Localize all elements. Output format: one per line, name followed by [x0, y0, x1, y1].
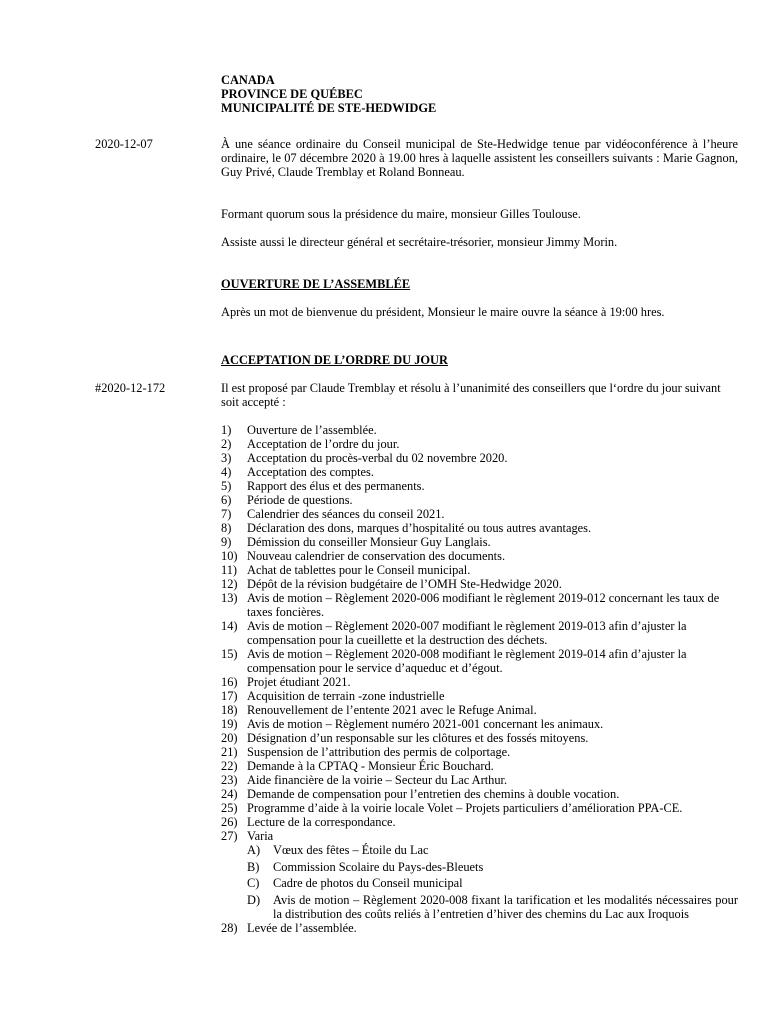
agenda-item-varia — [221, 829, 738, 843]
agenda-item-text: Déclaration des dons, marques d’hospitalité ou tous autres avantages. — [247, 521, 592, 535]
agenda-item — [221, 773, 738, 787]
agenda-item-text: Avis de motion – Règlement 2020-006 modifiant le règlement 2019-012 concernant les taux de taxes foncières. — [247, 591, 720, 619]
varia-list — [221, 843, 738, 921]
agenda-item-number: 2) — [221, 437, 232, 451]
agenda-item — [221, 759, 738, 773]
agenda-item-text: Suspension de l’attribution des permis de colportage. — [247, 745, 511, 759]
agenda-item — [221, 745, 738, 759]
agenda-item-number: 1) — [221, 423, 232, 437]
resolution-number: #2020-12-172 — [95, 381, 166, 395]
header-country: CANADA — [221, 73, 275, 87]
agenda-item — [221, 731, 738, 745]
varia-item — [221, 893, 738, 921]
agenda-item-number: 7) — [221, 507, 232, 521]
varia-item-letter: C) — [247, 876, 260, 890]
agenda-item — [221, 801, 738, 815]
agenda-item — [221, 451, 738, 465]
agenda-item-text: Demande à la CPTAQ - Monsieur Éric Bouchard. — [247, 759, 494, 773]
meeting-intro: À une séance ordinaire du Conseil municipal de Ste-Hedwidge tenue par vidéoconférence à l’heure ordinaire, le 07 décembre 2020 à 19.00 hres à laquelle assistent les conseillers suivants : Marie Gagnon, Guy Privé, Claude Tremblay et Roland Bonneau. — [221, 137, 738, 179]
agenda-item — [221, 591, 738, 619]
agenda-item — [221, 437, 738, 451]
agenda-item-number: 23) — [221, 773, 238, 787]
agenda-item-text: Acceptation du procès-verbal du 02 novembre 2020. — [247, 451, 508, 465]
agenda-item-text: Désignation d’un responsable sur les clôtures et des fossés mitoyens. — [247, 731, 589, 745]
agenda-item — [221, 507, 738, 521]
agenda-item-number: 9) — [221, 535, 232, 549]
agenda-item-text: Achat de tablettes pour le Conseil municipal. — [247, 563, 471, 577]
agenda-item — [221, 703, 738, 717]
agenda-item-text: Ouverture de l’assemblée. — [247, 423, 377, 437]
agenda-item-text: Lecture de la correspondance. — [247, 815, 396, 829]
agenda-item-number: 24) — [221, 787, 238, 801]
document-header — [221, 73, 436, 115]
agenda-item — [221, 815, 738, 829]
agenda-item-number: 25) — [221, 801, 238, 815]
agenda-item-number: 8) — [221, 521, 232, 535]
agenda-item — [221, 479, 738, 493]
agenda-item-number: 26) — [221, 815, 238, 829]
agenda-item-text: Acceptation des comptes. — [247, 465, 374, 479]
agenda-item-text: Avis de motion – Règlement numéro 2021-001 concernant les animaux. — [247, 717, 604, 731]
varia-item-letter: B) — [247, 859, 260, 874]
varia-item-text: Vœux des fêtes – Étoile du Lac — [273, 843, 429, 857]
agenda-item-text: Période de questions. — [247, 493, 353, 507]
agenda-item-number: 22) — [221, 759, 238, 773]
agenda-list — [221, 423, 738, 935]
agenda-item-text: Acquisition de terrain -zone industrielle — [247, 689, 445, 703]
quorum-text: Formant quorum sous la présidence du maire, monsieur Gilles Toulouse. — [221, 207, 581, 221]
agenda-item — [221, 689, 738, 703]
agenda-item-text: Avis de motion – Règlement 2020-008 modifiant le règlement 2019-014 afin d’ajuster la compensation pour le service d’aqueduc et d’égout. — [247, 647, 687, 675]
agenda-item-number: 18) — [221, 703, 238, 717]
agenda-item — [221, 787, 738, 801]
agenda-item-text: Dépôt de la révision budgétaire de l’OMH Ste-Hedwidge 2020. — [247, 577, 562, 591]
agenda-item-text: Projet étudiant 2021. — [247, 675, 351, 689]
agenda-item — [221, 675, 738, 689]
agenda-item-text: Programme d’aide à la voirie locale Volet – Projets particuliers d’amélioration PPA-CE. — [247, 801, 683, 815]
agenda-item-text: Démission du conseiller Monsieur Guy Langlais. — [247, 535, 491, 549]
agenda-item — [221, 493, 738, 507]
agenda-item — [221, 465, 738, 479]
agenda-item — [221, 563, 738, 577]
varia-item-text: Cadre de photos du Conseil municipal — [273, 876, 463, 890]
varia-item-text: Commission Scolaire du Pays-des-Bleuets — [273, 859, 484, 874]
agenda-item — [221, 549, 738, 563]
agenda-item-number: 3) — [221, 451, 232, 465]
agenda-title: ACCEPTATION DE L’ORDRE DU JOUR — [221, 353, 448, 367]
agenda-item — [221, 619, 738, 647]
agenda-proposal: Il est proposé par Claude Tremblay et résolu à l’unanimité des conseillers que l‘ordre du jour suivant soit accepté : — [221, 381, 721, 409]
agenda-item-number: 13) — [221, 591, 238, 605]
header-municipality: MUNICIPALITÉ DE STE-HEDWIDGE — [221, 101, 437, 115]
agenda-item-number: 27) — [221, 829, 238, 843]
agenda-item-number: 28) — [221, 920, 238, 935]
varia-item — [221, 860, 738, 874]
agenda-item — [221, 521, 738, 535]
agenda-item — [221, 921, 738, 935]
opening-text: Après un mot de bienvenue du président, Monsieur le maire ouvre la séance à 19:00 hres. — [221, 305, 665, 319]
varia-item-letter: D) — [247, 892, 261, 907]
agenda-item-number: 12) — [221, 577, 238, 591]
agenda-item-text: Acceptation de l’ordre du jour. — [247, 437, 400, 451]
agenda-item-text: Nouveau calendrier de conservation des documents. — [247, 549, 506, 563]
meeting-date: 2020-12-07 — [95, 137, 153, 151]
agenda-item — [221, 535, 738, 549]
opening-title: OUVERTURE DE L’ASSEMBLÉE — [221, 277, 411, 291]
agenda-item-text: Rapport des élus et des permanents. — [247, 479, 425, 493]
agenda-item-text: Demande de compensation pour l’entretien des chemins à double vocation. — [247, 787, 620, 801]
header-province: PROVINCE DE QUÉBEC — [221, 87, 363, 101]
varia-item — [221, 876, 738, 890]
varia-item-text: Avis de motion – Règlement 2020-008 fixant la tarification et les modalités nécessaires pour la distribution des coûts reliés à l’entretien d’hiver des chemins du Lac aux Iroquois — [273, 892, 738, 921]
agenda-item-number: 4) — [221, 465, 232, 479]
agenda-item-text: Renouvellement de l’entente 2021 avec le Refuge Animal. — [247, 703, 537, 717]
varia-container — [221, 843, 738, 921]
agenda-item-number: 14) — [221, 619, 238, 633]
agenda-item-text: Levée de l’assemblée. — [247, 920, 357, 935]
agenda-item-text: Calendrier des séances du conseil 2021. — [247, 507, 445, 521]
agenda-item — [221, 647, 738, 675]
agenda-item-number: 5) — [221, 479, 232, 493]
agenda-item-text: Varia — [247, 829, 274, 843]
agenda-item-number: 16) — [221, 675, 238, 689]
varia-item — [221, 843, 738, 857]
assist-text: Assiste aussi le directeur général et secrétaire-trésorier, monsieur Jimmy Morin. — [221, 235, 618, 249]
agenda-item-number: 10) — [221, 549, 238, 563]
agenda-item — [221, 717, 738, 731]
agenda-item-number: 6) — [221, 493, 232, 507]
agenda-item-number: 19) — [221, 717, 238, 731]
agenda-item-text: Aide financière de la voirie – Secteur du Lac Arthur. — [247, 773, 508, 787]
agenda-item — [221, 423, 738, 437]
varia-item-letter: A) — [247, 843, 261, 857]
agenda-item-number: 15) — [221, 647, 238, 661]
agenda-item-number: 21) — [221, 745, 238, 759]
agenda-item-number: 20) — [221, 731, 238, 745]
agenda-item-text: Avis de motion – Règlement 2020-007 modifiant le règlement 2019-013 afin d’ajuster la compensation pour la cueillette et la destruction des déchets. — [247, 619, 687, 647]
agenda-item-number: 11) — [221, 563, 238, 577]
agenda-item-number: 17) — [221, 689, 238, 703]
agenda-item — [221, 577, 738, 591]
